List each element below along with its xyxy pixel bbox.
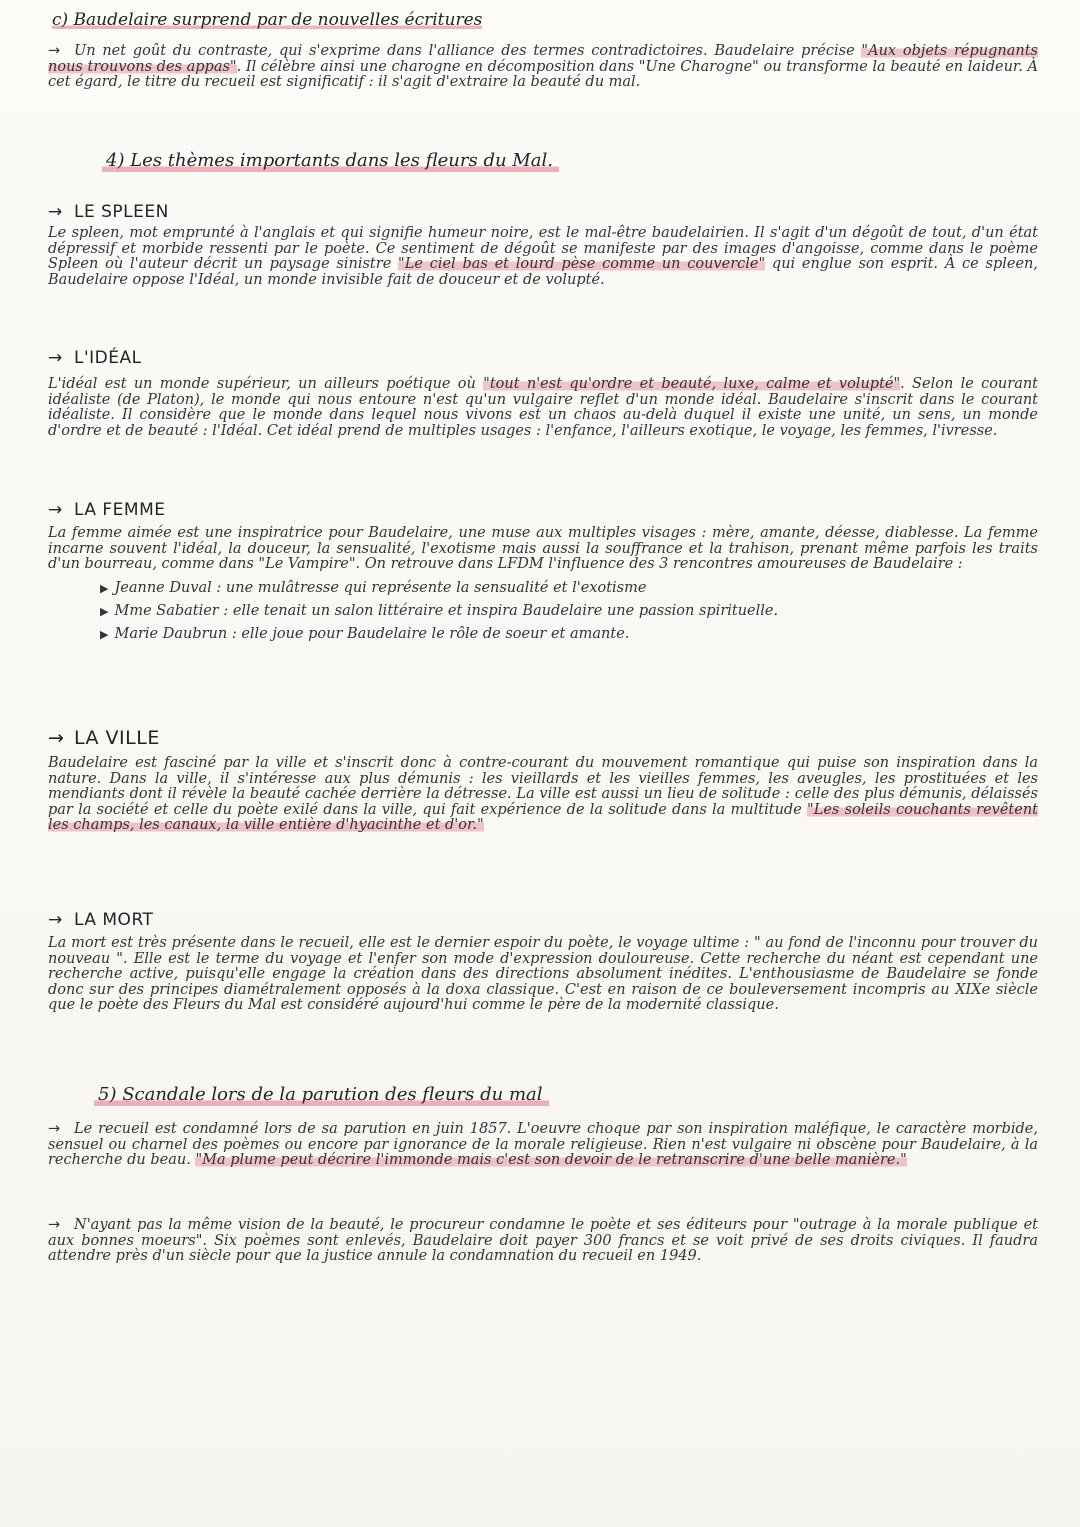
section-c-paragraph: → Un net goût du contraste, qui s'exprime dans l'alliance des termes contradictoires. Baudelaire précise "Aux objets répugnants nous trouvons des appas". Il célèbre ainsi une charogne en décomposition dans "Une Charogne" ou transforme la beauté en laideur. À cet égard, le titre du recueil est significatif : il s'agit d'extraire la beauté du mal. <box>48 43 1038 90</box>
section-5-paragraph-2: → N'ayant pas la même vision de la beauté, le procureur condamne le poète et ses éditeurs pour "outrage à la morale publique et aux bonnes moeurs". Six poèmes sont enlevés, Baudelaire doit payer 300 francs et se voit privé de ses droits civiques. Il faudra attendre près d'un siècle pour que la justice annule la condamnation du recueil en 1949. <box>48 1217 1038 1264</box>
bullet-icon: ▶ <box>100 627 109 641</box>
arrow-icon: → <box>48 500 63 520</box>
arrow-icon: → <box>48 1217 61 1233</box>
theme-title-ville: → LA VILLE <box>48 727 160 749</box>
bullet-icon: ▶ <box>100 604 109 618</box>
theme-text-mort: La mort est très présente dans le recueil, elle est le dernier espoir du poète, le voyage ultime : " au fond de l'inconnu pour trouver du nouveau ". Elle est le terme du voyage et l'enfer son mode d'expression douloureuse. Cette recherche du néant est cependant une recherche active, puisqu'elle engage la création dans des directions absolument inédites. L'enthousiasme de Baudelaire se fonde donc sur des principes diamétralement opposés à la doxa classique. C'est en raison de ce bouleversement incompris au XIXe siècle que le poète des Fleurs du Mal est considéré aujourd'hui comme le père de la modernité classique. <box>48 935 1038 1013</box>
theme-title-ideal: → L'IDÉAL <box>48 348 142 368</box>
theme-text-ideal: L'idéal est un monde supérieur, un ailleurs poétique où "tout n'est qu'ordre et beauté, luxe, calme et volupté". Selon le courant idéaliste (de Platon), le monde qui nous entoure n'est qu'un vulgaire reflet d'un monde idéal. Baudelaire s'inscrit dans le courant idéaliste. Il considère que le monde dans lequel nous vivons est un chaos au-delà duquel il existe une unité, un sens, un monde d'ordre et de beauté : l'Idéal. Cet idéal prend de multiples usages : l'enfance, l'ailleurs exotique, le voyage, les femmes, l'ivresse. <box>48 376 1039 439</box>
arrow-icon: → <box>48 202 63 222</box>
arrow-icon: → <box>48 727 65 749</box>
arrow-icon: → <box>48 1121 61 1137</box>
highlighted-quote: "Aux objets répugnants nous trouvons des appas" <box>48 43 1038 75</box>
bullet-icon: ▶ <box>100 581 109 595</box>
theme-text-femme: La femme aimée est une inspiratrice pour Baudelaire, une muse aux multiples visages : mère, amante, déesse, diablesse. La femme incarne souvent l'idéal, la douceur, la sensualité, l'exotisme mais aussi la souffrance et la trahison, prenant même parfois les traits d'un bourreau, comme dans "Le Vampire". On retrouve dans LFDM l'influence des 3 rencontres amoureuses de Baudelaire : ▶ Jeanne Duval : une mulâtresse qui représente la sensualité et l'exotisme ▶ Mme Sabatier : elle tenait un salon littéraire et inspira Baudelaire une passion spirituelle. ▶ Marie Daubrun : elle joue pour Baudelaire le rôle de soeur et amante. <box>48 526 1038 646</box>
list-item: ▶ Marie Daubrun : elle joue pour Baudelaire le rôle de soeur et amante. <box>100 625 630 642</box>
section-5-heading: 5) Scandale lors de la parution des fleurs du mal <box>94 1084 549 1107</box>
section-5-paragraph-1: → Le recueil est condamné lors de sa parution en juin 1857. L'oeuvre choque par son inspiration maléfique, le caractère morbide, sensuel ou charnel des poèmes ou encore par ignorance de la morale religieuse. Rien n'est vulgaire ni obscène pour Baudelaire, à la recherche du beau. "Ma plume peut décrire l'immonde mais c'est son devoir de le retranscrire d'une belle manière." <box>48 1121 1038 1168</box>
arrow-icon: → <box>48 348 63 368</box>
list-item: ▶ Jeanne Duval : une mulâtresse qui représente la sensualité et l'exotisme <box>100 579 647 596</box>
highlighted-quote: "Les soleils couchants revêtent les champs, les canaux, la ville entière d'hyacinthe et d'or." <box>48 801 1038 833</box>
highlighted-quote: "Le ciel bas et lourd pèse comme un couvercle" <box>398 256 766 272</box>
list-item: ▶ Mme Sabatier : elle tenait un salon littéraire et inspira Baudelaire une passion spirituelle. <box>100 602 779 619</box>
arrow-icon: → <box>48 910 63 930</box>
arrow-icon: → <box>48 43 61 59</box>
theme-title-mort: → LA MORT <box>48 910 154 930</box>
highlighted-quote: "Ma plume peut décrire l'immonde mais c'est son devoir de le retranscrire d'une belle manière." <box>195 1152 907 1168</box>
muse-list <box>100 577 1038 646</box>
highlighted-quote: "tout n'est qu'ordre et beauté, luxe, calme et volupté" <box>483 376 901 392</box>
theme-title-spleen: → LE SPLEEN <box>48 202 169 222</box>
theme-text-ville: Baudelaire est fasciné par la ville et s'inscrit donc à contre-courant du mouvement romantique qui puise son inspiration dans la nature. Dans la ville, il s'intéresse aux plus démunis : les vieillards et les vieilles femmes, les aveugles, les prostituées et les mendiants dont il révèle la beauté cachée derrière la détresse. La ville est aussi un lieu de solitude : celle des plus démunis, délaissés par la société et celle du poète exilé dans la ville, qui fait expérience de la solitude dans la multitude "Les soleils couchants revêtent les champs, les canaux, la ville entière d'hyacinthe et d'or." <box>48 755 1038 833</box>
section-4-heading: 4) Les thèmes importants dans les fleurs du Mal. <box>102 150 559 173</box>
theme-text-spleen: Le spleen, mot emprunté à l'anglais et qui signifie humeur noire, est le mal-être baudelairien. Il s'agit d'un dégoût de tout, d'un état dépressif et morbide ressenti par le poète. Ce sentiment de dégoût se manifeste par des images d'angoisse, comme dans le poème Spleen où l'auteur décrit un paysage sinistre "Le ciel bas et lourd pèse comme un couvercle" qui englue son esprit. À ce spleen, Baudelaire oppose l'Idéal, un monde invisible fait de douceur et de volupté. <box>48 225 1038 288</box>
theme-title-femme: → LA FEMME <box>48 500 166 520</box>
section-c-heading: c) Baudelaire surprend par de nouvelles écritures <box>52 10 483 30</box>
